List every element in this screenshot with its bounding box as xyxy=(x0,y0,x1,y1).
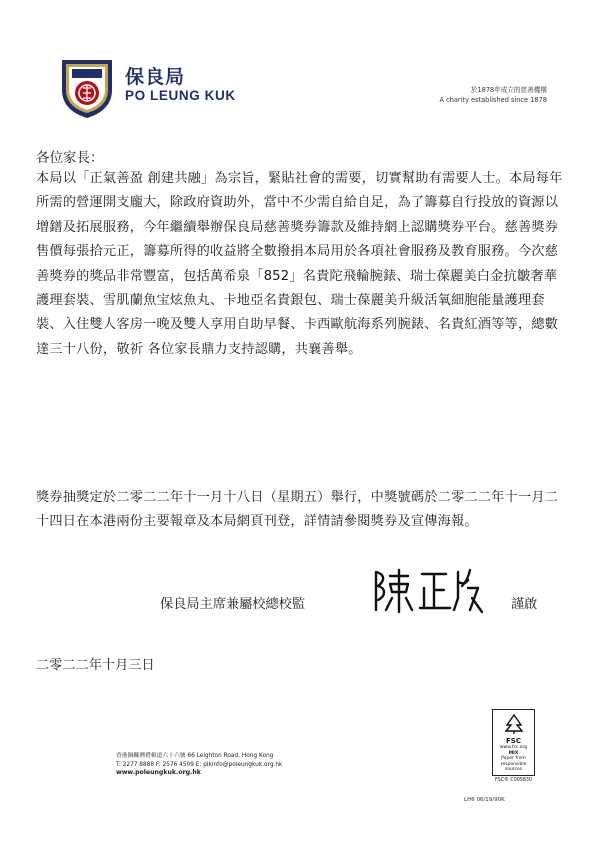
letter-date: 二零二二年十月三日 xyxy=(36,658,155,673)
brand-name-cn: 保良局 xyxy=(125,66,186,88)
body-paragraph-1: 本局以「正氣善盈 創建共融」為宗旨，緊貼社會的需要，切實幫助有需要人士。本局每年所需的營運開支龐大，除政府資助外，當中不少需自給自足，為了籌募自行投放的資源以增鐠及拓展服務，今年繼續舉辦保良局慈善獎券籌款及維持網上認購獎券平台。慈善獎券售價每張拾元正，籌募所得的收益將全數撥捐本局用於各項社會服務及教育服務。今次慈善獎券的獎品非常豐富，包括萬希泉「852」名貴陀飛輪腕錶、瑞士葆麗美白金抗皺奢華護理套裝、雪肌蘭魚宝炫魚丸、卡地亞名貴銀包、瑞士葆麗美升級活氧細胞能量護理套裝、入住雙人客房一晚及雙人享用自助早餐、卡西歐航海系列腕錶、名貴紅酒等等，總數達三十八份，敬祈 各位家長鼎力支持認購，共襄善舉。 xyxy=(36,171,563,357)
fsc-code: FSC® C005830 xyxy=(494,778,533,783)
footer-contact xyxy=(116,752,282,778)
tagline-cn: 於1878年成立的慈善機構 xyxy=(470,86,547,94)
handwritten-signature xyxy=(370,562,490,616)
salutation: 各位家長： xyxy=(36,150,104,166)
body-paragraph-2: 獎券抽獎定於二零二二年十一月十八日（星期五）舉行，中獎號碼於二零二二年十一月二十四日在本港兩份主要報章及本局網頁刊登，詳情請參閱獎券及宣傳海報。 xyxy=(36,490,559,530)
footer-phone-fax-email: T: 2277 8888 F: 2576 4509 E: plkinfo@poleungkuk.org.hk xyxy=(116,761,283,768)
document-reference-code: LH6 06/19/90K xyxy=(464,797,505,803)
fsc-tree-icon xyxy=(503,713,525,735)
footer-website-link[interactable]: www.poleungkuk.org.hk xyxy=(116,769,201,777)
footer-address: 香港銅鑼灣禮頓道六十六號 66 Leighton Road, Hong Kong xyxy=(116,753,274,759)
fsc-certification-logo xyxy=(492,709,535,776)
fsc-site: www.fsc.org xyxy=(499,745,528,751)
closing: 謹啟 xyxy=(511,597,538,612)
fsc-mark: FSC xyxy=(506,737,521,746)
tagline-en: A charity established since 1878 xyxy=(439,96,547,104)
tagline xyxy=(439,85,547,105)
brand-name-en: PO LEUNG KUK xyxy=(125,88,236,103)
fsc-description: Paper from responsible sources xyxy=(500,756,527,773)
fsc-mix-label: MIX xyxy=(508,750,519,756)
po-leung-kuk-crest-logo xyxy=(58,56,116,120)
signatory-title: 保良局主席兼屬校總校監 xyxy=(160,597,306,612)
